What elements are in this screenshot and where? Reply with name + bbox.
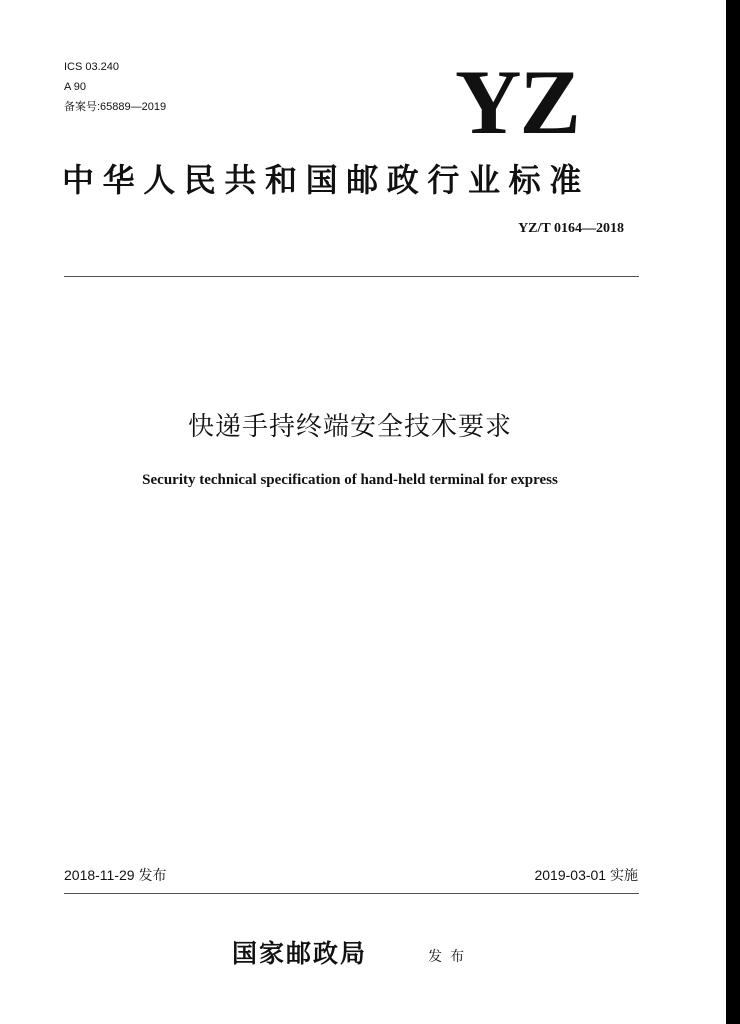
- document-title-english: Security technical specification of hand-held terminal for express: [142, 472, 558, 488]
- yz-logo: YZ: [455, 51, 579, 153]
- header-divider: [64, 276, 639, 277]
- filing-number: 备案号:65889—2019: [64, 101, 167, 113]
- standard-number: YZ/T 0164—2018: [518, 221, 624, 236]
- document-title-chinese: 快递手持终端安全技术要求: [187, 412, 512, 442]
- classification-code: A 90: [64, 81, 87, 93]
- publish-label: 发布: [428, 949, 472, 965]
- implementation-date: 2019-03-01 实施: [534, 867, 638, 883]
- footer-divider: [64, 893, 639, 894]
- standard-category-title: 中华人民共和国邮政行业标准: [62, 161, 590, 199]
- issue-date: 2018-11-29 发布: [64, 867, 167, 883]
- publisher-name: 国家邮政局: [232, 939, 368, 968]
- ics-code: ICS 03.240: [64, 61, 120, 73]
- scan-edge-bar: [726, 0, 740, 1024]
